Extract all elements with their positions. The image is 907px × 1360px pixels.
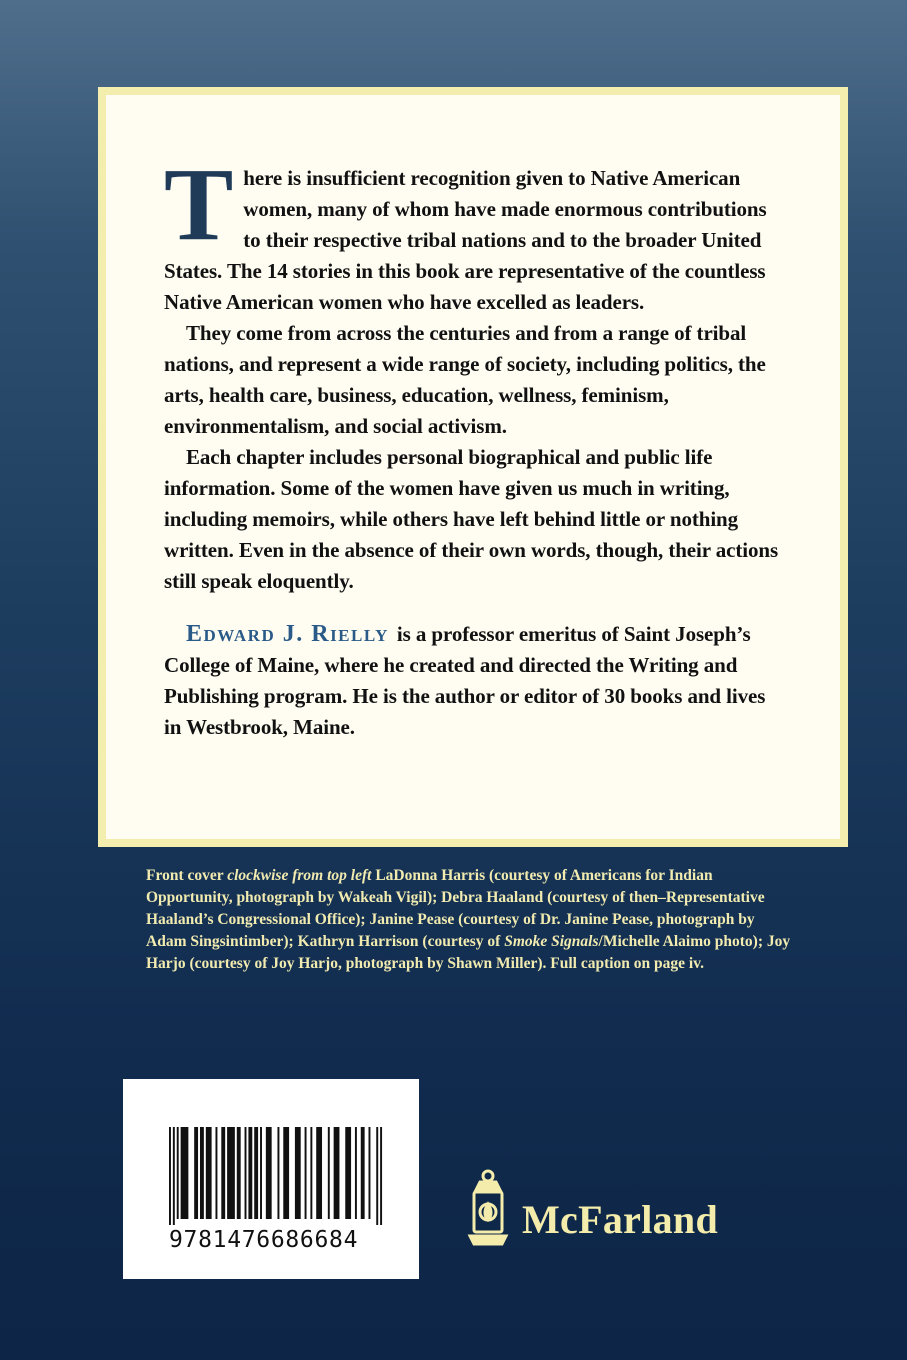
- scope-paragraph: They come from across the centuries and from a range of tribal nations, and represent a wide range of society, including politics, the arts, health care, business, education, wellness, feminism, environmentalism, and social activism.: [164, 321, 766, 438]
- barcode-digits: 9781476686684: [169, 1227, 359, 1253]
- caption-part1: LaDonna Harris (courtesy of Americans for Indian Opportunity, photograph by Wakeah Vigil); Debra Haaland (courtesy of then–Representative Haaland’s Congressional Office); Janine Pease (courtesy of Dr. Janine Pease, photograph by Adam Singsintimber); Kathryn Harrison (courtesy of: [146, 867, 765, 950]
- barcode-bars: [169, 1127, 384, 1225]
- author-bio-text: is a professor emeritus of Saint Joseph’s College of Maine, where he created and directed the Writing and Publishing program. He is the author or editor of 30 books and lives in Westbrook, Maine.: [164, 622, 766, 739]
- author-bio: [164, 619, 784, 743]
- blurb-panel: [98, 87, 848, 847]
- author-name: Edward J. Rielly: [186, 621, 389, 647]
- caption-direction: clockwise from top left: [227, 867, 372, 884]
- publisher-logo: [462, 1168, 762, 1248]
- intro-text: here is insufficient recognition given to Native American women, many of whom have made enormous contributions to their respective tribal nations and to the broader United States. The 14 stories in this book are representative of the countless Native American women who have excelled as leaders.: [164, 166, 767, 314]
- publisher-name: McFarland: [522, 1197, 719, 1242]
- intro-paragraph: [164, 147, 784, 318]
- cover-caption: [146, 865, 796, 975]
- caption-publication: Smoke Signals: [504, 933, 599, 950]
- drop-cap: T: [164, 147, 234, 262]
- blurb-text: [164, 147, 784, 743]
- caption-lead: Front cover: [146, 867, 228, 884]
- barcode: [123, 1079, 419, 1279]
- caption-part2: /Michelle Alaimo photo); Joy Harjo (courtesy of Joy Harjo, photograph by Shawn Miller). Full caption on page iv.: [146, 933, 791, 972]
- lantern-icon: [462, 1168, 514, 1248]
- chapters-paragraph: Each chapter includes personal biographical and public life information. Some of the women have given us much in writing, including memoirs, while others have left behind little or nothing written. Even in the absence of their own words, though, their actions still speak eloquently.: [164, 445, 779, 593]
